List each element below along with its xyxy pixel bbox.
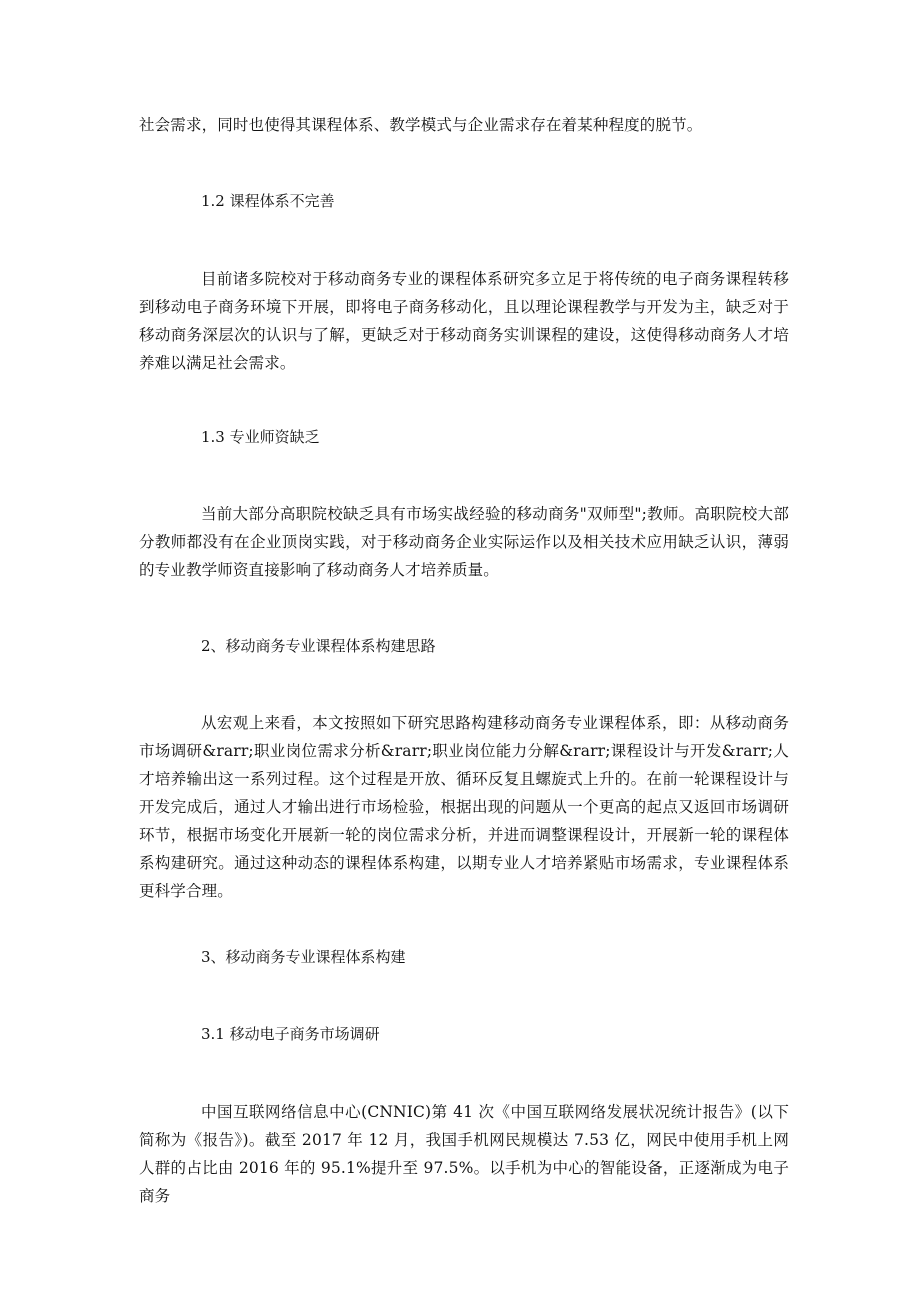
section-body-3-1: 中国互联网络信息中心(CNNIC)第 41 次《中国互联网络发展状况统计报告》(以下简称为《报告》)。截至 2017 年 12 月，我国手机网民规模达 7.53 亿，网民中使用手机上网人群的占比由 2016 年的 95.1%提升至 97.5%。以手机为中心的智能设备，正逐渐成为电子商务	[139, 1103, 789, 1205]
section-heading-1-3: 1.3 专业师资缺乏	[201, 428, 320, 446]
section-heading-1-2: 1.2 课程体系不完善	[201, 192, 335, 210]
section-body-1-3: 当前大部分高职院校缺乏具有市场实战经验的移动商务"双师型";教师。高职院校大部分教师都没有在企业顶岗实践，对于移动商务企业实际运作以及相关技术应用缺乏认识，薄弱的专业教学师资直接影响了移动商务人才培养质量。	[139, 505, 789, 579]
section-heading-3: 3、移动商务专业课程体系构建	[201, 948, 406, 966]
section-body-2: 从宏观上来看，本文按照如下研究思路构建移动商务专业课程体系，即：从移动商务市场调研&rarr;职业岗位需求分析&rarr;职业岗位能力分解&rarr;课程设计与开发&rarr;人才培养输出这一系列过程。这个过程是开放、循环反复且螺旋式上升的。在前一轮课程设计与开发完成后，通过人才输出进行市场检验，根据出现的问题从一个更高的起点又返回市场调研环节，根据市场变化开展新一轮的岗位需求分析，并进而调整课程设计，开展新一轮的课程体系构建研究。通过这种动态的课程体系构建，以期专业人才培养紧贴市场需求，专业课程体系更科学合理。	[139, 714, 789, 900]
continuation-paragraph: 社会需求，同时也使得其课程体系、教学模式与企业需求存在着某种程度的脱节。	[139, 116, 703, 134]
section-heading-3-1: 3.1 移动电子商务市场调研	[201, 1025, 380, 1043]
section-heading-2: 2、移动商务专业课程体系构建思路	[201, 637, 436, 655]
section-body-1-2: 目前诸多院校对于移动商务专业的课程体系研究多立足于将传统的电子商务课程转移到移动电子商务环境下开展，即将电子商务移动化，且以理论课程教学与开发为主，缺乏对于移动商务深层次的认识与了解，更缺乏对于移动商务实训课程的建设，这使得移动商务人才培养难以满足社会需求。	[139, 270, 789, 372]
